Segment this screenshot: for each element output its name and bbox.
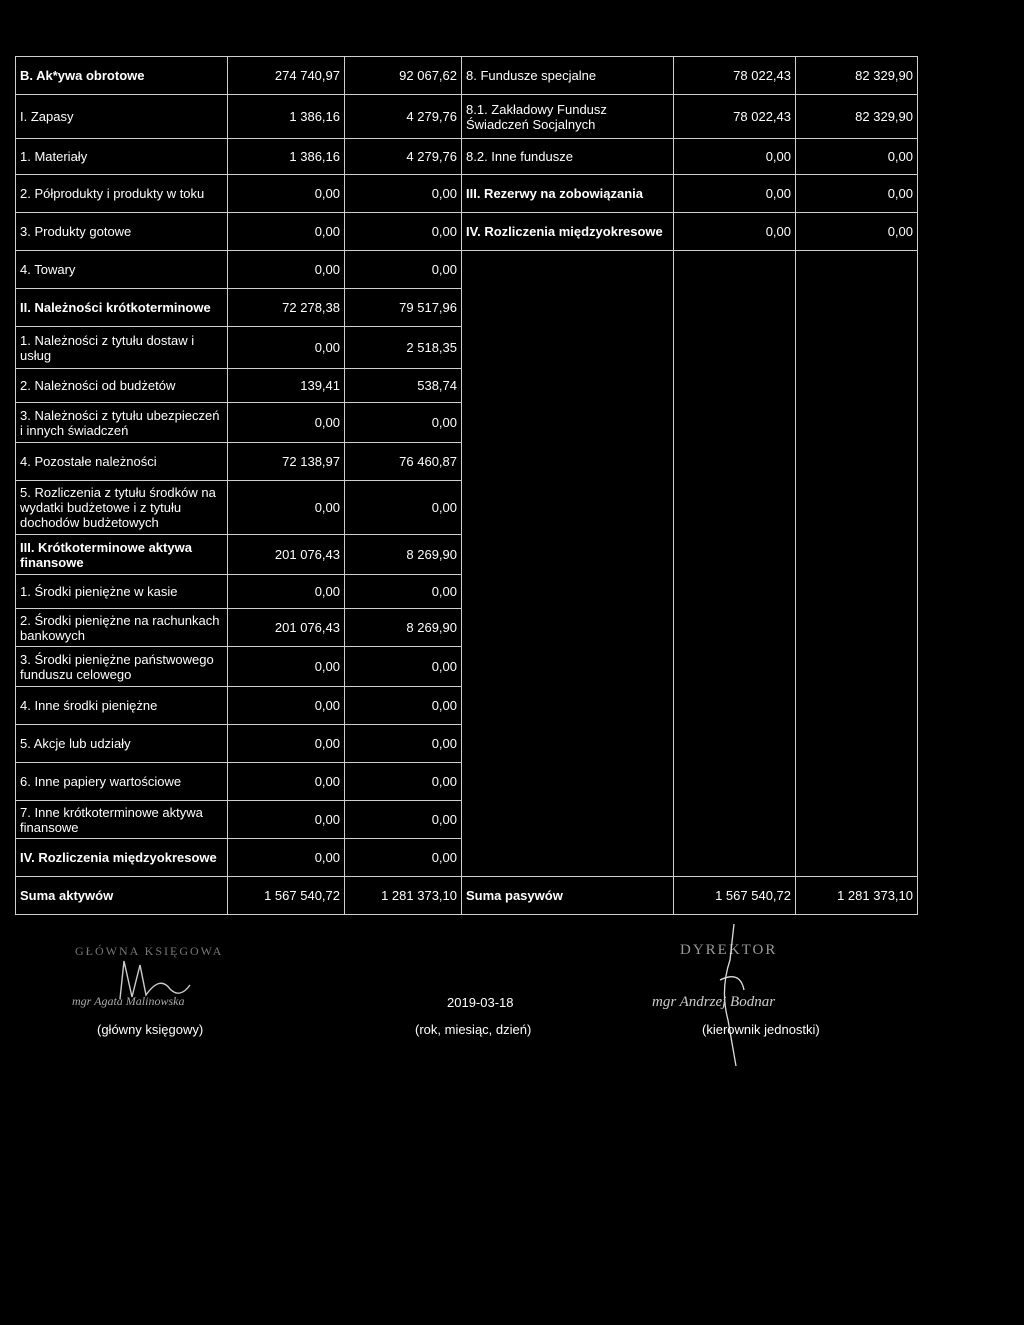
empty-cell bbox=[674, 289, 796, 327]
asset-value-2: 92 067,62 bbox=[345, 57, 462, 95]
balance-row bbox=[16, 647, 918, 687]
balance-row bbox=[16, 801, 918, 839]
empty-cell bbox=[462, 725, 674, 763]
empty-cell bbox=[674, 725, 796, 763]
director-stamp: DYREKTOR bbox=[680, 942, 778, 958]
liability-value-2: 0,00 bbox=[796, 175, 918, 213]
balance-row bbox=[16, 139, 918, 175]
empty-cell bbox=[462, 801, 674, 839]
empty-cell bbox=[796, 801, 918, 839]
asset-value-1: 72 278,38 bbox=[228, 289, 345, 327]
empty-cell bbox=[796, 575, 918, 609]
asset-label: 1. Materiały bbox=[16, 139, 228, 175]
empty-cell bbox=[674, 535, 796, 575]
balance-row bbox=[16, 327, 918, 369]
asset-label: I. Zapasy bbox=[16, 95, 228, 139]
asset-label: 2. Należności od budżetów bbox=[16, 369, 228, 403]
liability-value-2: 82 329,90 bbox=[796, 57, 918, 95]
liabilities-total-label: Suma pasywów bbox=[462, 877, 674, 915]
asset-label: III. Krótkoterminowe aktywa finansowe bbox=[16, 535, 228, 575]
asset-value-2: 0,00 bbox=[345, 839, 462, 877]
empty-cell bbox=[674, 763, 796, 801]
liability-label: 8. Fundusze specjalne bbox=[462, 57, 674, 95]
asset-value-2: 76 460,87 bbox=[345, 443, 462, 481]
empty-cell bbox=[674, 839, 796, 877]
asset-value-1: 0,00 bbox=[228, 481, 345, 535]
empty-cell bbox=[796, 369, 918, 403]
asset-label: B. Ak*ywa obrotowe bbox=[16, 57, 228, 95]
empty-cell bbox=[462, 535, 674, 575]
asset-value-2: 4 279,76 bbox=[345, 95, 462, 139]
empty-cell bbox=[674, 481, 796, 535]
liability-label: III. Rezerwy na zobowiązania bbox=[462, 175, 674, 213]
asset-value-1: 0,00 bbox=[228, 725, 345, 763]
asset-value-1: 0,00 bbox=[228, 251, 345, 289]
asset-value-1: 0,00 bbox=[228, 575, 345, 609]
asset-label: 5. Akcje lub udziały bbox=[16, 725, 228, 763]
empty-cell bbox=[796, 535, 918, 575]
asset-value-1: 0,00 bbox=[228, 687, 345, 725]
asset-label: IV. Rozliczenia międzyokresowe bbox=[16, 839, 228, 877]
empty-cell bbox=[462, 403, 674, 443]
assets-total-value-2: 1 281 373,10 bbox=[345, 877, 462, 915]
asset-value-2: 0,00 bbox=[345, 725, 462, 763]
chief-accountant-name: mgr Agata Malinowska bbox=[72, 994, 185, 1008]
balance-row bbox=[16, 289, 918, 327]
empty-cell bbox=[796, 403, 918, 443]
empty-cell bbox=[674, 251, 796, 289]
empty-cell bbox=[796, 647, 918, 687]
balance-row bbox=[16, 839, 918, 877]
balance-row bbox=[16, 609, 918, 647]
asset-label: II. Należności krótkoterminowe bbox=[16, 289, 228, 327]
asset-value-2: 0,00 bbox=[345, 213, 462, 251]
chief-accountant-stamp: GŁÓWNA KSIĘGOWA bbox=[75, 944, 224, 958]
asset-value-2: 0,00 bbox=[345, 251, 462, 289]
empty-cell bbox=[462, 609, 674, 647]
liabilities-total-value-2: 1 281 373,10 bbox=[796, 877, 918, 915]
asset-value-1: 201 076,43 bbox=[228, 609, 345, 647]
asset-value-1: 0,00 bbox=[228, 403, 345, 443]
empty-cell bbox=[796, 763, 918, 801]
asset-value-1: 201 076,43 bbox=[228, 535, 345, 575]
asset-value-2: 8 269,90 bbox=[345, 535, 462, 575]
asset-value-2: 0,00 bbox=[345, 763, 462, 801]
empty-cell bbox=[796, 251, 918, 289]
asset-label: 4. Inne środki pieniężne bbox=[16, 687, 228, 725]
date-caption: (rok, miesiąc, dzień) bbox=[415, 1022, 532, 1037]
empty-cell bbox=[462, 647, 674, 687]
liability-value-1: 78 022,43 bbox=[674, 95, 796, 139]
balance-table bbox=[15, 56, 918, 915]
liability-label: 8.2. Inne fundusze bbox=[462, 139, 674, 175]
balance-row bbox=[16, 535, 918, 575]
balance-row bbox=[16, 403, 918, 443]
asset-label: 3. Produkty gotowe bbox=[16, 213, 228, 251]
empty-cell bbox=[674, 327, 796, 369]
asset-value-1: 0,00 bbox=[228, 839, 345, 877]
asset-value-1: 274 740,97 bbox=[228, 57, 345, 95]
balance-row bbox=[16, 481, 918, 535]
asset-value-2: 4 279,76 bbox=[345, 139, 462, 175]
empty-cell bbox=[796, 327, 918, 369]
asset-value-1: 0,00 bbox=[228, 327, 345, 369]
asset-value-1: 139,41 bbox=[228, 369, 345, 403]
liability-value-2: 0,00 bbox=[796, 139, 918, 175]
director-name: mgr Andrzej Bodnar bbox=[652, 994, 776, 1010]
liability-value-1: 0,00 bbox=[674, 139, 796, 175]
asset-value-2: 0,00 bbox=[345, 481, 462, 535]
asset-label: 3. Środki pieniężne państwowego funduszu celowego bbox=[16, 647, 228, 687]
balance-row bbox=[16, 763, 918, 801]
asset-value-1: 0,00 bbox=[228, 801, 345, 839]
asset-label: 7. Inne krótkoterminowe aktywa finansowe bbox=[16, 801, 228, 839]
asset-value-2: 0,00 bbox=[345, 403, 462, 443]
liability-label: 8.1. Zakładowy Fundusz Świadczeń Socjalnych bbox=[462, 95, 674, 139]
empty-cell bbox=[674, 403, 796, 443]
empty-cell bbox=[674, 443, 796, 481]
asset-value-2: 538,74 bbox=[345, 369, 462, 403]
empty-cell bbox=[462, 481, 674, 535]
asset-value-2: 0,00 bbox=[345, 175, 462, 213]
asset-value-1: 1 386,16 bbox=[228, 95, 345, 139]
empty-cell bbox=[462, 251, 674, 289]
empty-cell bbox=[674, 369, 796, 403]
balance-row bbox=[16, 575, 918, 609]
assets-total-value-1: 1 567 540,72 bbox=[228, 877, 345, 915]
empty-cell bbox=[462, 763, 674, 801]
balance-sheet bbox=[15, 56, 917, 915]
empty-cell bbox=[796, 481, 918, 535]
balance-row bbox=[16, 213, 918, 251]
asset-label: 3. Należności z tytułu ubezpieczeń i innych świadczeń bbox=[16, 403, 228, 443]
balance-row bbox=[16, 95, 918, 139]
empty-cell bbox=[674, 647, 796, 687]
balance-row bbox=[16, 369, 918, 403]
asset-label: 6. Inne papiery wartościowe bbox=[16, 763, 228, 801]
asset-value-2: 0,00 bbox=[345, 801, 462, 839]
director-caption: (kierownik jednostki) bbox=[702, 1022, 820, 1037]
asset-label: 5. Rozliczenia z tytułu środków na wydatki budżetowe i z tytułu dochodów budżetowych bbox=[16, 481, 228, 535]
empty-cell bbox=[462, 443, 674, 481]
asset-value-1: 0,00 bbox=[228, 763, 345, 801]
asset-label: 2. Półprodukty i produkty w toku bbox=[16, 175, 228, 213]
empty-cell bbox=[462, 839, 674, 877]
liabilities-total-value-1: 1 567 540,72 bbox=[674, 877, 796, 915]
empty-cell bbox=[462, 687, 674, 725]
empty-cell bbox=[796, 289, 918, 327]
assets-total-label: Suma aktywów bbox=[16, 877, 228, 915]
asset-value-2: 8 269,90 bbox=[345, 609, 462, 647]
asset-value-2: 2 518,35 bbox=[345, 327, 462, 369]
empty-cell bbox=[674, 609, 796, 647]
balance-row bbox=[16, 443, 918, 481]
empty-cell bbox=[796, 725, 918, 763]
empty-cell bbox=[462, 369, 674, 403]
asset-value-2: 0,00 bbox=[345, 687, 462, 725]
empty-cell bbox=[796, 687, 918, 725]
asset-label: 1. Należności z tytułu dostaw i usług bbox=[16, 327, 228, 369]
asset-label: 2. Środki pieniężne na rachunkach bankowych bbox=[16, 609, 228, 647]
chief-accountant-caption: (główny księgowy) bbox=[97, 1022, 204, 1037]
summary-row bbox=[16, 877, 918, 915]
asset-label: 4. Pozostałe należności bbox=[16, 443, 228, 481]
asset-value-1: 72 138,97 bbox=[228, 443, 345, 481]
liability-value-1: 0,00 bbox=[674, 175, 796, 213]
asset-label: 1. Środki pieniężne w kasie bbox=[16, 575, 228, 609]
liability-value-2: 0,00 bbox=[796, 213, 918, 251]
balance-row bbox=[16, 725, 918, 763]
empty-cell bbox=[674, 801, 796, 839]
empty-cell bbox=[674, 687, 796, 725]
liability-value-1: 78 022,43 bbox=[674, 57, 796, 95]
asset-label: 4. Towary bbox=[16, 251, 228, 289]
asset-value-2: 0,00 bbox=[345, 647, 462, 687]
asset-value-2: 79 517,96 bbox=[345, 289, 462, 327]
asset-value-1: 0,00 bbox=[228, 647, 345, 687]
empty-cell bbox=[796, 609, 918, 647]
empty-cell bbox=[796, 839, 918, 877]
empty-cell bbox=[462, 289, 674, 327]
asset-value-1: 0,00 bbox=[228, 175, 345, 213]
liability-value-1: 0,00 bbox=[674, 213, 796, 251]
empty-cell bbox=[462, 575, 674, 609]
asset-value-1: 0,00 bbox=[228, 213, 345, 251]
asset-value-1: 1 386,16 bbox=[228, 139, 345, 175]
empty-cell bbox=[674, 575, 796, 609]
balance-row bbox=[16, 687, 918, 725]
liability-value-2: 82 329,90 bbox=[796, 95, 918, 139]
balance-row bbox=[16, 251, 918, 289]
empty-cell bbox=[796, 443, 918, 481]
balance-row bbox=[16, 57, 918, 95]
liability-label: IV. Rozliczenia międzyokresowe bbox=[462, 213, 674, 251]
report-date: 2019-03-18 bbox=[447, 995, 514, 1010]
asset-value-2: 0,00 bbox=[345, 575, 462, 609]
balance-row bbox=[16, 175, 918, 213]
empty-cell bbox=[462, 327, 674, 369]
